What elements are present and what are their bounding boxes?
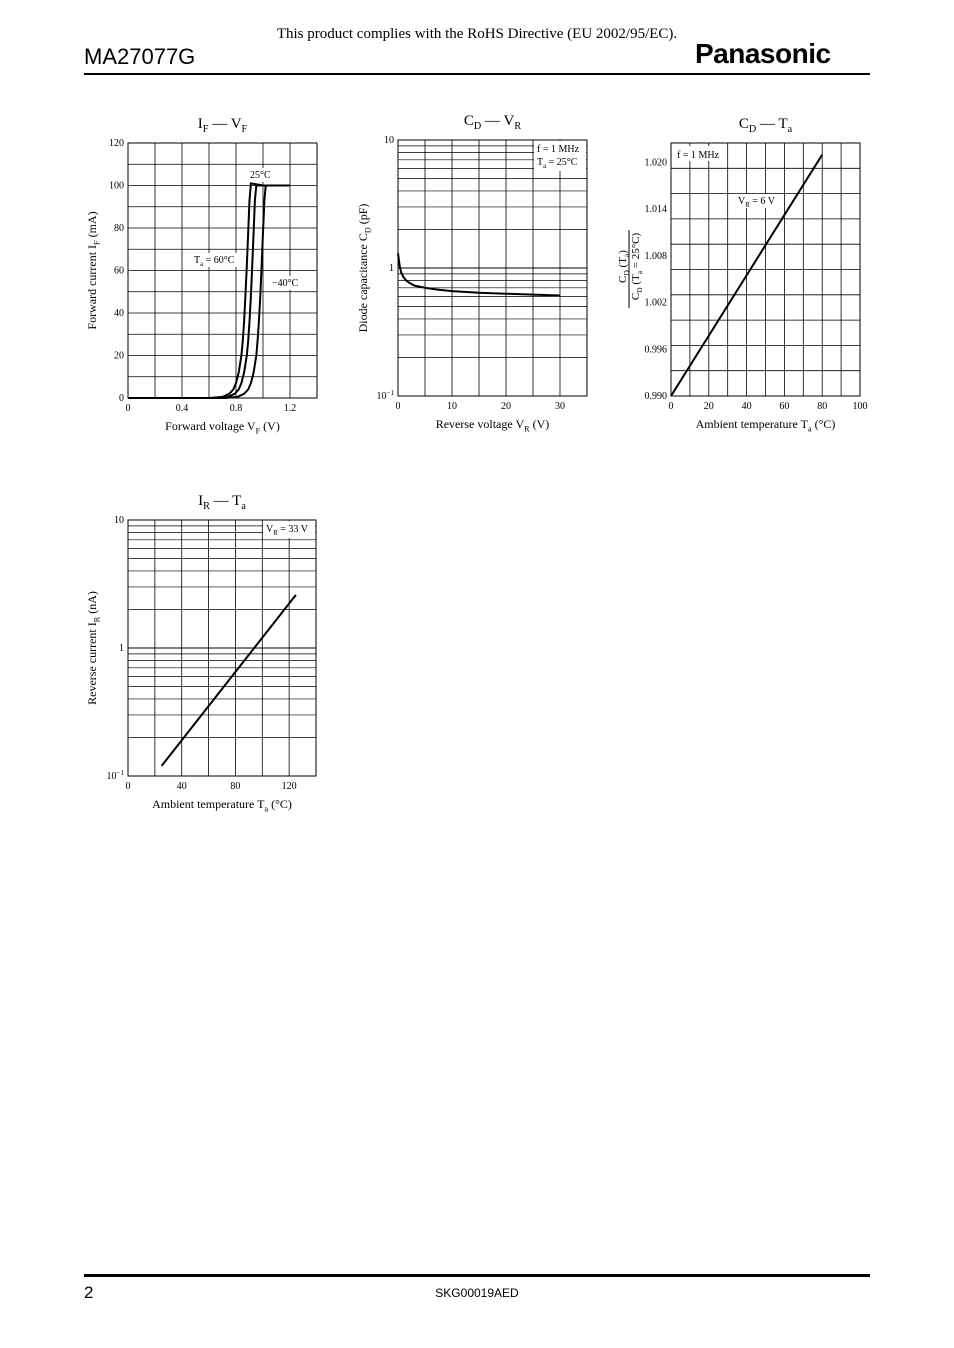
legend-subscript: R (273, 529, 278, 537)
plot-grid (671, 143, 860, 396)
legend-text: = 25°C (546, 157, 578, 168)
y-label-denominator: = 25°C) (630, 232, 642, 271)
x-tick-label: 0 (125, 403, 131, 414)
x-tick-label: 120 (281, 781, 297, 792)
y-tick-label: 20 (114, 350, 124, 362)
y-axis-label (85, 591, 101, 705)
title-symbol: T (778, 116, 788, 132)
x-tick-label: 1.2 (283, 403, 297, 414)
legend-subscript: a (543, 162, 547, 170)
title-symbol: T (232, 493, 242, 509)
legend-text: f = 1 MHz (537, 144, 580, 155)
chart-title (198, 493, 246, 512)
y-tick-label (377, 389, 395, 402)
y-axis-label-subscript: F (92, 240, 102, 245)
x-axis-label-unit: (°C) (811, 417, 836, 431)
y-tick-label: 1.002 (644, 297, 667, 309)
annotation-text: = 6 V (749, 196, 775, 207)
annotation-text: V (738, 196, 746, 207)
y-axis-label-subscript: R (92, 616, 102, 623)
title-subscript: a (241, 501, 246, 513)
y-axis-label-unit: (nA) (85, 591, 99, 617)
x-axis-label-subscript: a (807, 424, 812, 434)
brand-logo: Panasonic (695, 38, 831, 69)
x-tick-label: 0.4 (175, 403, 189, 414)
x-axis-label-subscript: a (264, 804, 269, 814)
x-tick-label: 10 (447, 401, 457, 412)
x-tick-label: 40 (176, 781, 187, 792)
annotation-subscript: R (745, 201, 750, 209)
y-label-denominator-subscript: a (635, 270, 645, 275)
x-axis-label (696, 417, 836, 433)
title-symbol: I (197, 116, 203, 132)
y-label-numerator: C (617, 275, 629, 283)
x-axis-label (152, 797, 292, 813)
y-axis-label-subscript: D (363, 227, 373, 234)
x-tick-label: 80 (230, 781, 241, 792)
title-separator: — (208, 116, 231, 132)
title-subscript: D (748, 124, 757, 136)
x-axis-label (165, 419, 280, 435)
y-tick-label: 0.990 (644, 391, 667, 402)
legend-text: V (266, 524, 274, 535)
y-tick-label (114, 515, 124, 526)
x-tick-label: 30 (555, 401, 565, 412)
y-label-numerator-subscript: D (622, 270, 632, 276)
y-tick-label: 60 (114, 265, 124, 277)
title-symbol: V (503, 113, 515, 129)
annotation-text: T (194, 255, 201, 266)
x-axis-label-subscript: F (255, 426, 261, 436)
part-number: MA27077G (84, 44, 196, 69)
y-axis-label (356, 204, 372, 333)
y-label-denominator-subscript: D (635, 287, 645, 293)
y-label-denominator: C (630, 292, 642, 301)
x-tick-label: 100 (852, 401, 868, 412)
y-tick-label: 0 (119, 393, 124, 404)
legend-entry (537, 144, 580, 155)
x-tick-label: 0 (395, 401, 401, 412)
legend-entry (677, 150, 720, 161)
y-label-denominator: (T (630, 274, 642, 288)
annotation-minus40c (272, 278, 299, 289)
x-tick-label: 0.8 (229, 403, 243, 414)
legend-text: T (537, 157, 544, 168)
annotation-text: = 60°C (203, 255, 235, 266)
y-tick-main: 10 (384, 135, 394, 146)
x-axis-label-text: Forward voltage V (165, 419, 256, 433)
x-tick-label: 0 (125, 781, 131, 792)
y-tick-main: 1 (119, 643, 124, 654)
title-symbol: C (738, 116, 749, 132)
annotation-vr (738, 196, 776, 209)
x-tick-label: 80 (817, 401, 828, 412)
y-tick-exponent: −1 (386, 389, 394, 397)
plot-grid (398, 140, 587, 396)
x-axis-label-text: Ambient temperature T (695, 417, 808, 431)
y-tick-label: 120 (109, 138, 124, 149)
y-axis-label (85, 211, 101, 329)
title-separator: — (756, 116, 779, 132)
y-label-numerator: (T (617, 257, 629, 271)
title-subscript: F (241, 124, 248, 136)
y-tick-label (384, 135, 394, 146)
y-tick-label: 100 (109, 180, 124, 192)
y-tick-label: 1.008 (644, 250, 667, 262)
x-tick-label: 20 (703, 401, 714, 412)
annotation-text: −40°C (272, 278, 299, 289)
annotation-text: 25°C (250, 170, 271, 181)
title-symbol: V (230, 116, 242, 132)
y-axis-label-unit: (pF) (356, 203, 370, 228)
annotation-25c (250, 170, 271, 181)
x-tick-label: 20 (501, 401, 511, 412)
x-axis-label-unit: (°C) (268, 797, 292, 811)
y-tick-main: 10 (114, 515, 124, 526)
page-number: 2 (84, 1283, 94, 1302)
chart-title (464, 113, 521, 132)
plot-grid (128, 143, 317, 398)
y-tick-label: 40 (114, 308, 124, 319)
title-subscript: R (203, 501, 210, 513)
title-symbol: I (198, 493, 204, 509)
y-axis-label-text: Forward current I (85, 244, 99, 330)
legend-entry (266, 524, 309, 537)
x-axis-label-text: Reverse voltage V (435, 417, 525, 431)
y-tick-main: 10 (106, 771, 117, 782)
title-subscript: R (514, 121, 522, 133)
x-tick-label: 40 (741, 401, 752, 412)
y-label-numerator-subscript: a (622, 253, 632, 258)
y-label-numerator: ) (617, 250, 629, 254)
y-tick-label: 1.014 (644, 204, 667, 216)
y-axis-label-denominator (630, 233, 644, 301)
title-subscript: F (202, 124, 209, 136)
x-tick-label: 0 (668, 401, 674, 412)
legend-text: f = 1 MHz (677, 150, 720, 161)
rohs-compliance-note: This product complies with the RoHS Directive (EU 2002/95/EC). (276, 26, 678, 42)
y-tick-label (107, 769, 125, 782)
y-tick-exponent: −1 (116, 769, 124, 777)
y-tick-main: 10 (376, 391, 387, 402)
plot-grid (128, 520, 316, 776)
x-tick-label: 60 (779, 401, 790, 412)
title-separator: — (481, 113, 504, 129)
y-axis-label-text: Reverse current I (85, 622, 99, 705)
y-tick-label: 80 (114, 223, 124, 234)
title-subscript: a (787, 124, 793, 136)
y-tick-label: 0.996 (644, 344, 667, 356)
y-tick-label (389, 263, 394, 274)
y-axis-label-text: Diode capacitance C (356, 233, 370, 333)
chart-title (198, 116, 248, 135)
title-subscript: D (473, 121, 482, 133)
x-axis-label-unit: (V) (529, 417, 550, 431)
x-axis-label-text: Ambient temperature T (152, 797, 265, 811)
document-code: SKG00019AED (435, 1286, 519, 1300)
footer-rule (84, 1274, 870, 1277)
y-axis-label-unit: (mA) (85, 211, 99, 241)
annotation-subscript: a (200, 260, 204, 268)
title-symbol: C (463, 113, 474, 129)
x-axis-label-subscript: R (524, 424, 530, 434)
y-tick-label: 1.020 (644, 157, 667, 169)
x-axis-label (436, 417, 550, 433)
y-tick-main: 1 (389, 263, 394, 274)
legend-text: = 33 V (277, 524, 308, 535)
title-separator: — (209, 493, 233, 509)
chart-title (739, 116, 793, 135)
y-tick-label (119, 643, 124, 654)
x-axis-label-unit: (V) (260, 419, 280, 433)
